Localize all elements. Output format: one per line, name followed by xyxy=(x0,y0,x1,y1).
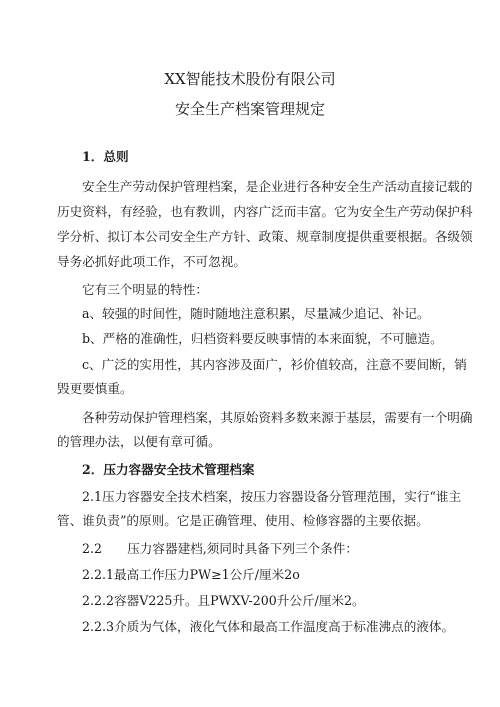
clause-2-2-3: 2.2.3介质为气体，液化气体和最高工作温度高于标准沸点的液体。 xyxy=(82,619,455,634)
list-item-a: a、较强的时间性，随时随地注意积累，尽量减少追记、补记。 xyxy=(82,306,430,321)
paragraph-line: 各种劳动保护管理档案，其原始资料多数来源于基层，需要有一个明确 xyxy=(82,410,473,425)
paragraph-line: 导务必抓好此项工作，不可忽视。 xyxy=(57,254,246,269)
company-title: XX智能技术股份有限公司 xyxy=(164,70,336,88)
clause-2-2-1: 2.2.1最高工作压力PW≥1公斤/厘米2o xyxy=(82,567,300,582)
paragraph-line: 安全生产劳动保护管理档案，是企业进行各种安全生产活动直接记载的 xyxy=(82,179,473,194)
section-heading-pressure-vessel: 2．压力容器安全技术管理档案 xyxy=(82,462,255,477)
clause-2-2: 2.2 压力容器建档,须同时具备下列三个条件： xyxy=(82,541,358,556)
document-title: 安全生产档案管理规定 xyxy=(174,100,325,118)
paragraph-line: 的管理办法，以便有章可循。 xyxy=(57,434,221,449)
paragraph-line: 历史资料，有经验，也有教训，内容广泛而丰富。它为安全生产劳动保护科 xyxy=(57,204,473,219)
paragraph-line: 管、谁负责”的原则。它是正确管理、使用、检修容器的主要依据。 xyxy=(57,513,429,528)
paragraph-line: 毁更要慎重。 xyxy=(57,381,133,396)
section-heading-general: 1．总则 xyxy=(82,149,129,164)
paragraph-line: 2.1压力容器安全技术档案，按压力容器设备分管理范围，实行“谁主 xyxy=(82,489,462,504)
list-item-b: b、严格的准确性，归档资料要反映事情的本来面貌，不可臆造。 xyxy=(82,331,443,346)
paragraph-line: 它有三个明显的特性： xyxy=(82,282,208,297)
list-item-c: c、广泛的实用性，其内容涉及面广，衫价值较高，注意不要间断，销 xyxy=(82,357,467,372)
paragraph-line: 学分析、拟订本公司安全生产方针、政策、规章制度提供重要根据。各级领 xyxy=(57,229,473,244)
clause-2-2-2: 2.2.2容器V225升。且PWXV-200升公斤/厘米2。 xyxy=(82,593,365,608)
